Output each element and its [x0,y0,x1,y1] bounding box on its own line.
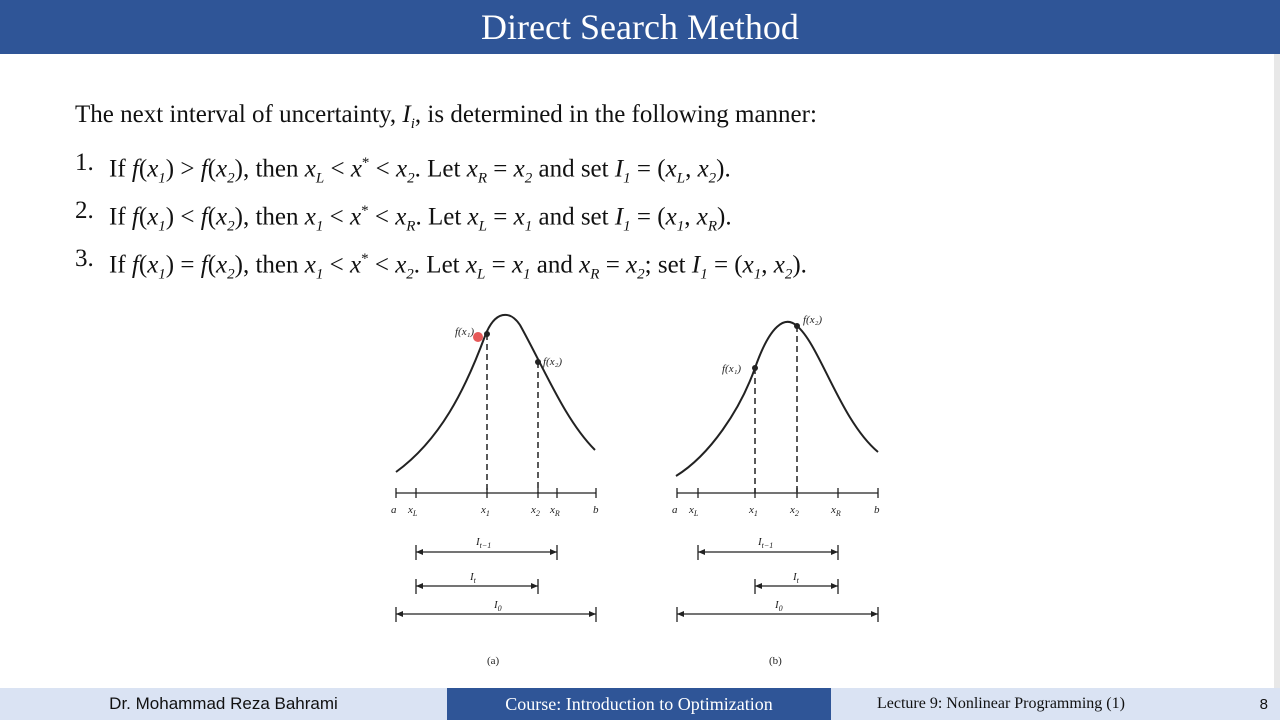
svg-text:b: b [593,504,599,516]
svg-text:It: $I_t$ [470,571,476,585]
svg-text:a: a [672,504,678,516]
interval-symbol: $I_i$ [402,101,415,132]
panel-b [676,322,878,622]
svg-text:x2: $x_2$ [531,504,540,518]
caption-a: (a) [487,655,500,667]
laser-pointer [473,332,483,342]
page-number: 8 [1259,695,1268,713]
interval-figure [380,300,900,680]
rule-item-2 [75,191,1225,239]
item-number: 2. [75,197,94,224]
svg-text:It−1: $I_{t-1}$ [476,536,492,550]
curve-a [396,315,595,472]
svg-text:xR: $x_R$ [831,504,841,518]
item-number: 1. [75,149,94,176]
footer-author: Dr. Mohammad Reza Bahrami [0,688,447,720]
rule-text: If $f(x_1) = f(x_2)$, then $x_1 < x^* < x_2$. Let $x_L = x_1$ and $x_R = x_2$; set $I_1 = (x_1$, $x_2$). [109,251,807,283]
svg-text:x1: $x_1$ [749,504,758,518]
scrollbar[interactable] [1274,54,1280,688]
footer-course: Course: Introduction to Optimization [447,688,831,720]
svg-text:It: $I_t$ [793,571,799,585]
svg-text:It−1: $I_{t-1}$ [758,536,774,550]
panel-a [396,315,596,622]
slide-title: Direct Search Method [481,7,799,47]
rule-item-3 [75,239,1225,287]
rule-text: If $f(x_1) > f(x_2)$, then $x_L < x^* < x_2$. Let $x_R = x_2$ and set $I_1 = (x_L$, $x_2$). [109,155,731,187]
lecture-title: Lecture 9: Nonlinear Programming (1) [877,695,1125,712]
fx2-label-b: f(x₂) [803,314,823,326]
fx2-label-a: f(x₂) [543,356,563,368]
fx1-label-a: f(x₁) [455,326,475,338]
svg-text:I0: $I_0$ [494,599,502,613]
item-number: 3. [75,245,94,272]
svg-text:xR: $x_R$ [550,504,560,518]
svg-text:I0: $I_0$ [775,599,783,613]
rule-item-1 [75,143,1225,191]
intro-line: The next interval of uncertainty, $I_i$, is determined in the following manner: [75,101,817,132]
footer-lecture [831,688,1280,720]
rule-text: If $f(x_1) < f(x_2)$, then $x_1 < x^* < x_R$. Let $x_L = x_1$ and set $I_1 = (x_1$, $x_R$). [109,203,732,235]
curve-b [676,322,878,476]
svg-text:xL: $x_L$ [408,504,418,518]
svg-text:xL: $x_L$ [689,504,699,518]
fx1-label-b: f(x₁) [722,363,742,375]
caption-b: (b) [769,655,782,667]
svg-text:b: b [874,504,880,516]
title-bar [0,0,1280,54]
svg-text:a: a [391,504,397,516]
slide-body [75,95,1225,287]
svg-text:x2: $x_2$ [790,504,799,518]
svg-text:x1: $x_1$ [481,504,490,518]
footer [0,688,1280,720]
